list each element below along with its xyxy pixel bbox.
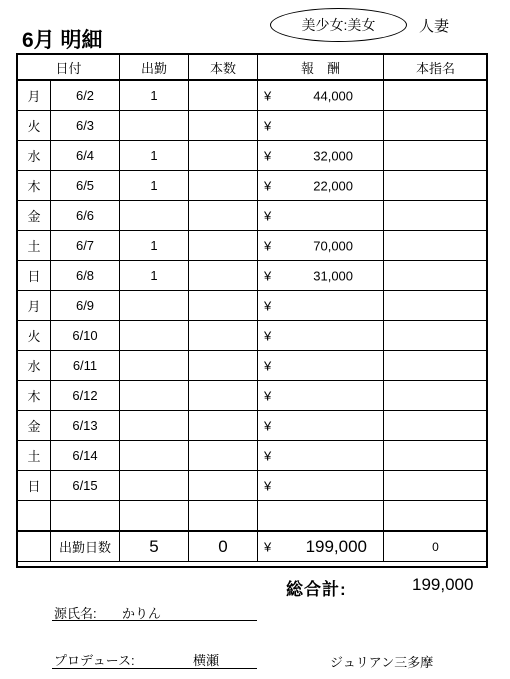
yen-symbol: ¥ [264, 388, 272, 403]
day-of-week-cell: 日 [18, 471, 51, 501]
shop-name: ジュリアン三多摩 [330, 655, 434, 670]
attendance-cell [120, 501, 189, 532]
category-oval [270, 8, 407, 42]
date-cell: 6/8 [51, 261, 120, 291]
pay-cell [258, 80, 384, 111]
table-row [18, 80, 488, 111]
column-header-date: 日付 [18, 55, 120, 81]
count-cell [189, 381, 258, 411]
table-row [18, 321, 488, 351]
nomination-cell [384, 171, 488, 201]
yen-symbol: ¥ [264, 328, 272, 343]
count-cell [189, 321, 258, 351]
date-cell: 6/6 [51, 201, 120, 231]
pay-amount: 31,000 [313, 268, 354, 283]
attendance-cell [120, 111, 189, 141]
pay-cell [258, 231, 384, 261]
yen-symbol: ¥ [264, 358, 272, 373]
count-cell [189, 141, 258, 171]
statement-table [17, 54, 488, 562]
date-cell: 6/4 [51, 141, 120, 171]
table-row [18, 231, 488, 261]
table-row [18, 171, 488, 201]
table-row [18, 411, 488, 441]
pay-amount: 70,000 [313, 238, 354, 253]
totals-row [18, 531, 488, 562]
nomination-cell [384, 471, 488, 501]
attendance-cell: 1 [120, 141, 189, 171]
nomination-cell [384, 381, 488, 411]
yen-symbol: ¥ [264, 448, 272, 463]
nomination-cell [384, 201, 488, 231]
table-row [18, 441, 488, 471]
pay-cell [258, 111, 384, 141]
attendance-cell: 1 [120, 261, 189, 291]
pay-amount: 22,000 [313, 178, 354, 193]
totals-attendance: 5 [120, 531, 189, 562]
totals-label: 出勤日数 [51, 531, 120, 562]
day-of-week-cell: 水 [18, 141, 51, 171]
column-header-pay: 報 酬 [258, 55, 384, 81]
pay-amount: 32,000 [313, 148, 354, 163]
count-cell [189, 171, 258, 201]
header-row [18, 55, 488, 81]
day-of-week-cell: 土 [18, 231, 51, 261]
table-row [18, 291, 488, 321]
table-row [18, 381, 488, 411]
totals-amount: 199,000 [305, 536, 368, 556]
yen-symbol: ¥ [264, 268, 272, 283]
yen-symbol: ¥ [264, 208, 272, 223]
pay-cell [258, 351, 384, 381]
count-cell [189, 201, 258, 231]
day-of-week-cell: 火 [18, 111, 51, 141]
date-cell: 6/11 [51, 351, 120, 381]
yen-symbol: ¥ [264, 178, 272, 193]
pay-cell [258, 381, 384, 411]
attendance-cell: 1 [120, 80, 189, 111]
pay-cell [258, 141, 384, 171]
count-cell [189, 411, 258, 441]
date-cell [51, 501, 120, 532]
nomination-cell [384, 141, 488, 171]
category-oval-label: 美少女:美女 [301, 17, 376, 33]
table-row [18, 351, 488, 381]
yen-symbol: ¥ [264, 418, 272, 433]
nomination-cell [384, 351, 488, 381]
day-of-week-cell [18, 501, 51, 532]
day-of-week-cell: 水 [18, 351, 51, 381]
table-row [18, 201, 488, 231]
attendance-cell [120, 201, 189, 231]
day-of-week-cell: 金 [18, 411, 51, 441]
nomination-cell [384, 411, 488, 441]
nomination-cell [384, 261, 488, 291]
day-of-week-cell: 金 [18, 201, 51, 231]
count-cell [189, 351, 258, 381]
count-cell [189, 501, 258, 532]
totals-blank-cell [18, 531, 51, 562]
day-of-week-cell: 月 [18, 291, 51, 321]
table-row [18, 471, 488, 501]
nomination-cell [384, 80, 488, 111]
pay-cell [258, 321, 384, 351]
nomination-cell [384, 111, 488, 141]
pay-cell [258, 441, 384, 471]
pay-cell [258, 261, 384, 291]
date-cell: 6/3 [51, 111, 120, 141]
count-cell [189, 80, 258, 111]
attendance-cell [120, 411, 189, 441]
nomination-cell [384, 321, 488, 351]
grand-total-label: 総合計: [286, 580, 347, 599]
nomination-cell [384, 291, 488, 321]
count-cell [189, 441, 258, 471]
page-title: 6月 明細 [22, 29, 103, 52]
attendance-cell [120, 381, 189, 411]
date-cell: 6/12 [51, 381, 120, 411]
totals-nomination: 0 [384, 531, 488, 562]
totals-count: 0 [189, 531, 258, 562]
yen-symbol: ¥ [264, 298, 272, 313]
pay-cell [258, 201, 384, 231]
date-cell: 6/13 [51, 411, 120, 441]
yen-symbol: ¥ [264, 478, 272, 493]
date-cell: 6/10 [51, 321, 120, 351]
yen-symbol: ¥ [264, 118, 272, 133]
stage-name-label: 源氏名: [54, 606, 97, 621]
pay-cell [258, 291, 384, 321]
column-header-nomination: 本指名 [384, 55, 488, 81]
yen-symbol: ¥ [264, 238, 272, 253]
day-of-week-cell: 木 [18, 381, 51, 411]
pay-cell [258, 411, 384, 441]
pay-cell [258, 171, 384, 201]
yen-symbol: ¥ [264, 88, 272, 103]
date-cell: 6/15 [51, 471, 120, 501]
table-row [18, 141, 488, 171]
totals-pay-cell [258, 531, 384, 562]
column-header-attendance: 出勤 [120, 55, 189, 81]
attendance-cell: 1 [120, 171, 189, 201]
producer-value: 横瀬 [193, 653, 220, 668]
attendance-cell [120, 291, 189, 321]
table-row [18, 261, 488, 291]
nomination-cell [384, 231, 488, 261]
totals-yen-symbol: ¥ [264, 539, 272, 554]
pay-amount: 44,000 [313, 88, 354, 103]
date-cell: 6/14 [51, 441, 120, 471]
count-cell [189, 111, 258, 141]
attendance-cell [120, 321, 189, 351]
column-header-count: 本数 [189, 55, 258, 81]
date-cell: 6/5 [51, 171, 120, 201]
pay-cell [258, 501, 384, 532]
table-body [18, 80, 488, 531]
date-cell: 6/2 [51, 80, 120, 111]
pay-cell [258, 471, 384, 501]
day-of-week-cell: 月 [18, 80, 51, 111]
count-cell [189, 471, 258, 501]
day-of-week-cell: 日 [18, 261, 51, 291]
attendance-cell [120, 441, 189, 471]
count-cell [189, 291, 258, 321]
count-cell [189, 231, 258, 261]
count-cell [189, 261, 258, 291]
attendance-cell: 1 [120, 231, 189, 261]
day-of-week-cell: 木 [18, 171, 51, 201]
nomination-cell [384, 501, 488, 532]
day-of-week-cell: 火 [18, 321, 51, 351]
table-row [18, 501, 488, 532]
producer-label: プロデュース: [54, 653, 135, 668]
nomination-cell [384, 441, 488, 471]
attendance-cell [120, 471, 189, 501]
stage-name-value: かりん [122, 606, 162, 621]
date-cell: 6/9 [51, 291, 120, 321]
table-row [18, 111, 488, 141]
day-of-week-cell: 土 [18, 441, 51, 471]
category-extra: 人妻 [419, 18, 450, 35]
date-cell: 6/7 [51, 231, 120, 261]
grand-total-value: 199,000 [412, 575, 474, 594]
attendance-cell [120, 351, 189, 381]
yen-symbol: ¥ [264, 148, 272, 163]
